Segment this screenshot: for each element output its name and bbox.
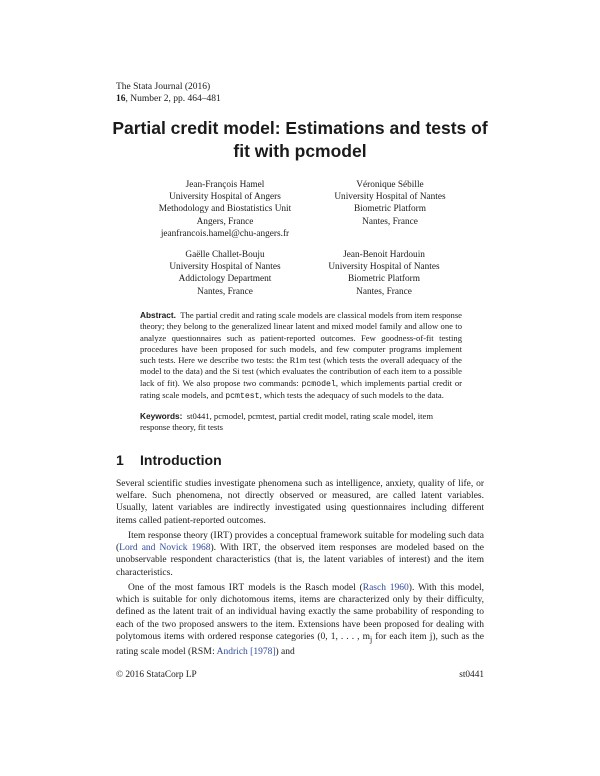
author-affiliation: University Hospital of Angers <box>169 192 281 203</box>
author-name: Gaëlle Challet-Bouju <box>185 250 265 260</box>
author-block-challet-bouju <box>150 249 300 298</box>
author-location: Nantes, France <box>197 286 253 297</box>
paragraph: Several scientific studies investigate phenomena such as intelligence, anxiety, quality of life, or welfare. Such phenomena, not directly observed or measured, are called latent variables. Usually, latent variables are indirectly investigated using questionnaires including different items called patient-reported outcomes. <box>116 479 484 526</box>
author-email: jeanfrancois.hamel@chu-angers.fr <box>160 228 290 239</box>
journal-issue-pages: , Number 2, pp. 464–481 <box>125 94 221 104</box>
abstract-text: The partial credit and rating scale models are classical models from item response theory; they belong to the generalized linear latent and mixed model family and allow one to analyze questionnaires such as patient-reported outcomes. Few goodness-of-fit testing procedures have been proposed for such models, and few computer programs implement such tests. Here we describe two tests: the R1m test (which tests the overall adequacy of the model to the data) and the Si test (which evaluates the contribution of each item to a possible lack of fit). We also propose two commands: <box>140 310 462 388</box>
paragraph <box>116 582 484 658</box>
paragraph <box>116 530 484 579</box>
text-run: : <box>212 646 217 657</box>
acronym: IRT <box>242 543 259 554</box>
author-affiliation: University Hospital of Nantes <box>328 262 440 273</box>
text-run: , the observed item responses are modeled based on the unobservable respondent characteristics (that is, the latent variables of interest) and the item characteristics. <box>116 543 484 578</box>
subscript: j <box>369 634 373 644</box>
abstract-label: Abstract. <box>140 310 176 320</box>
author-block-hamel <box>150 179 300 240</box>
author-location: Nantes, France <box>362 216 418 227</box>
citation-link[interactable]: Andrich [1978] <box>216 646 276 657</box>
author-department: Biometric Platform <box>347 274 421 285</box>
text-run: models is the Rasch model ( <box>244 583 363 593</box>
author-name: Jean-François Hamel <box>185 180 265 190</box>
text-run: for each item j), such as the rating scale model ( <box>116 631 484 657</box>
journal-name: The Stata Journal (2016) <box>116 82 211 92</box>
journal-issue <box>116 93 221 105</box>
keywords-text: st0441, pcmodel, pcmtest, partial credit model, rating scale model, item response theory, fit tests <box>140 411 434 433</box>
abstract <box>140 310 462 402</box>
section-number: 1 <box>116 452 124 468</box>
journal-volume: 16 <box>116 94 126 104</box>
acronym: IRT <box>228 583 245 593</box>
acronym: IRT <box>213 531 230 541</box>
section-heading <box>116 452 222 468</box>
text-run: ). With this model, which is suitable for only dichotomous items, items are characterized only by their difficulty, defined as the latent trait of an individual having exactly the same probability of responding to each of the two proposed answers to the item. Extensions have been proposed for dealing with polytomous items with ordered response categories (0, 1, . . . , m <box>116 583 485 642</box>
paper-title-line-1: Partial credit model: Estimations and tests of <box>112 118 488 138</box>
author-location: Angers, France <box>196 216 254 227</box>
paper-title-line-2: fit with pcmodel <box>233 141 367 161</box>
author-name: Jean-Benoit Hardouin <box>343 250 425 260</box>
abstract-text: , which implements partial credit or rating scale models, and <box>140 377 463 401</box>
author-department: Methodology and Biostatistics Unit <box>158 204 292 215</box>
citation-link[interactable]: Rasch 1960 <box>362 583 409 593</box>
author-location: Nantes, France <box>356 286 412 297</box>
text-run: ) and <box>275 646 295 657</box>
keywords-label: Keywords: <box>140 411 183 421</box>
author-department: Addictology Department <box>178 274 272 285</box>
abstract-text: , which tests the adequacy of such models to the data. <box>259 390 444 401</box>
author-name: Véronique Sébille <box>356 180 424 190</box>
author-block-hardouin <box>303 249 465 298</box>
author-block-sebille <box>318 179 462 228</box>
journal-header <box>116 81 221 105</box>
paper-title <box>100 117 500 163</box>
article-id: st0441 <box>459 670 484 680</box>
text-run: ). With <box>210 543 243 554</box>
command-pcmtest: pcmtest <box>225 392 260 402</box>
keywords <box>140 411 462 434</box>
author-affiliation: University Hospital of Nantes <box>334 192 446 203</box>
copyright: © 2016 StataCorp LP <box>116 670 197 680</box>
acronym: RSM <box>191 646 213 657</box>
text-run: ) provides a conceptual framework suitable for modeling such data ( <box>116 531 484 554</box>
citation-link[interactable]: Lord and Novick 1968 <box>119 543 211 554</box>
author-affiliation: University Hospital of Nantes <box>169 262 281 273</box>
author-department: Biometric Platform <box>353 204 427 215</box>
text-run: One of the most famous <box>128 583 229 593</box>
command-pcmodel: pcmodel <box>301 379 336 389</box>
text-run: Item response theory ( <box>128 531 214 541</box>
section-title: Introduction <box>140 452 222 468</box>
